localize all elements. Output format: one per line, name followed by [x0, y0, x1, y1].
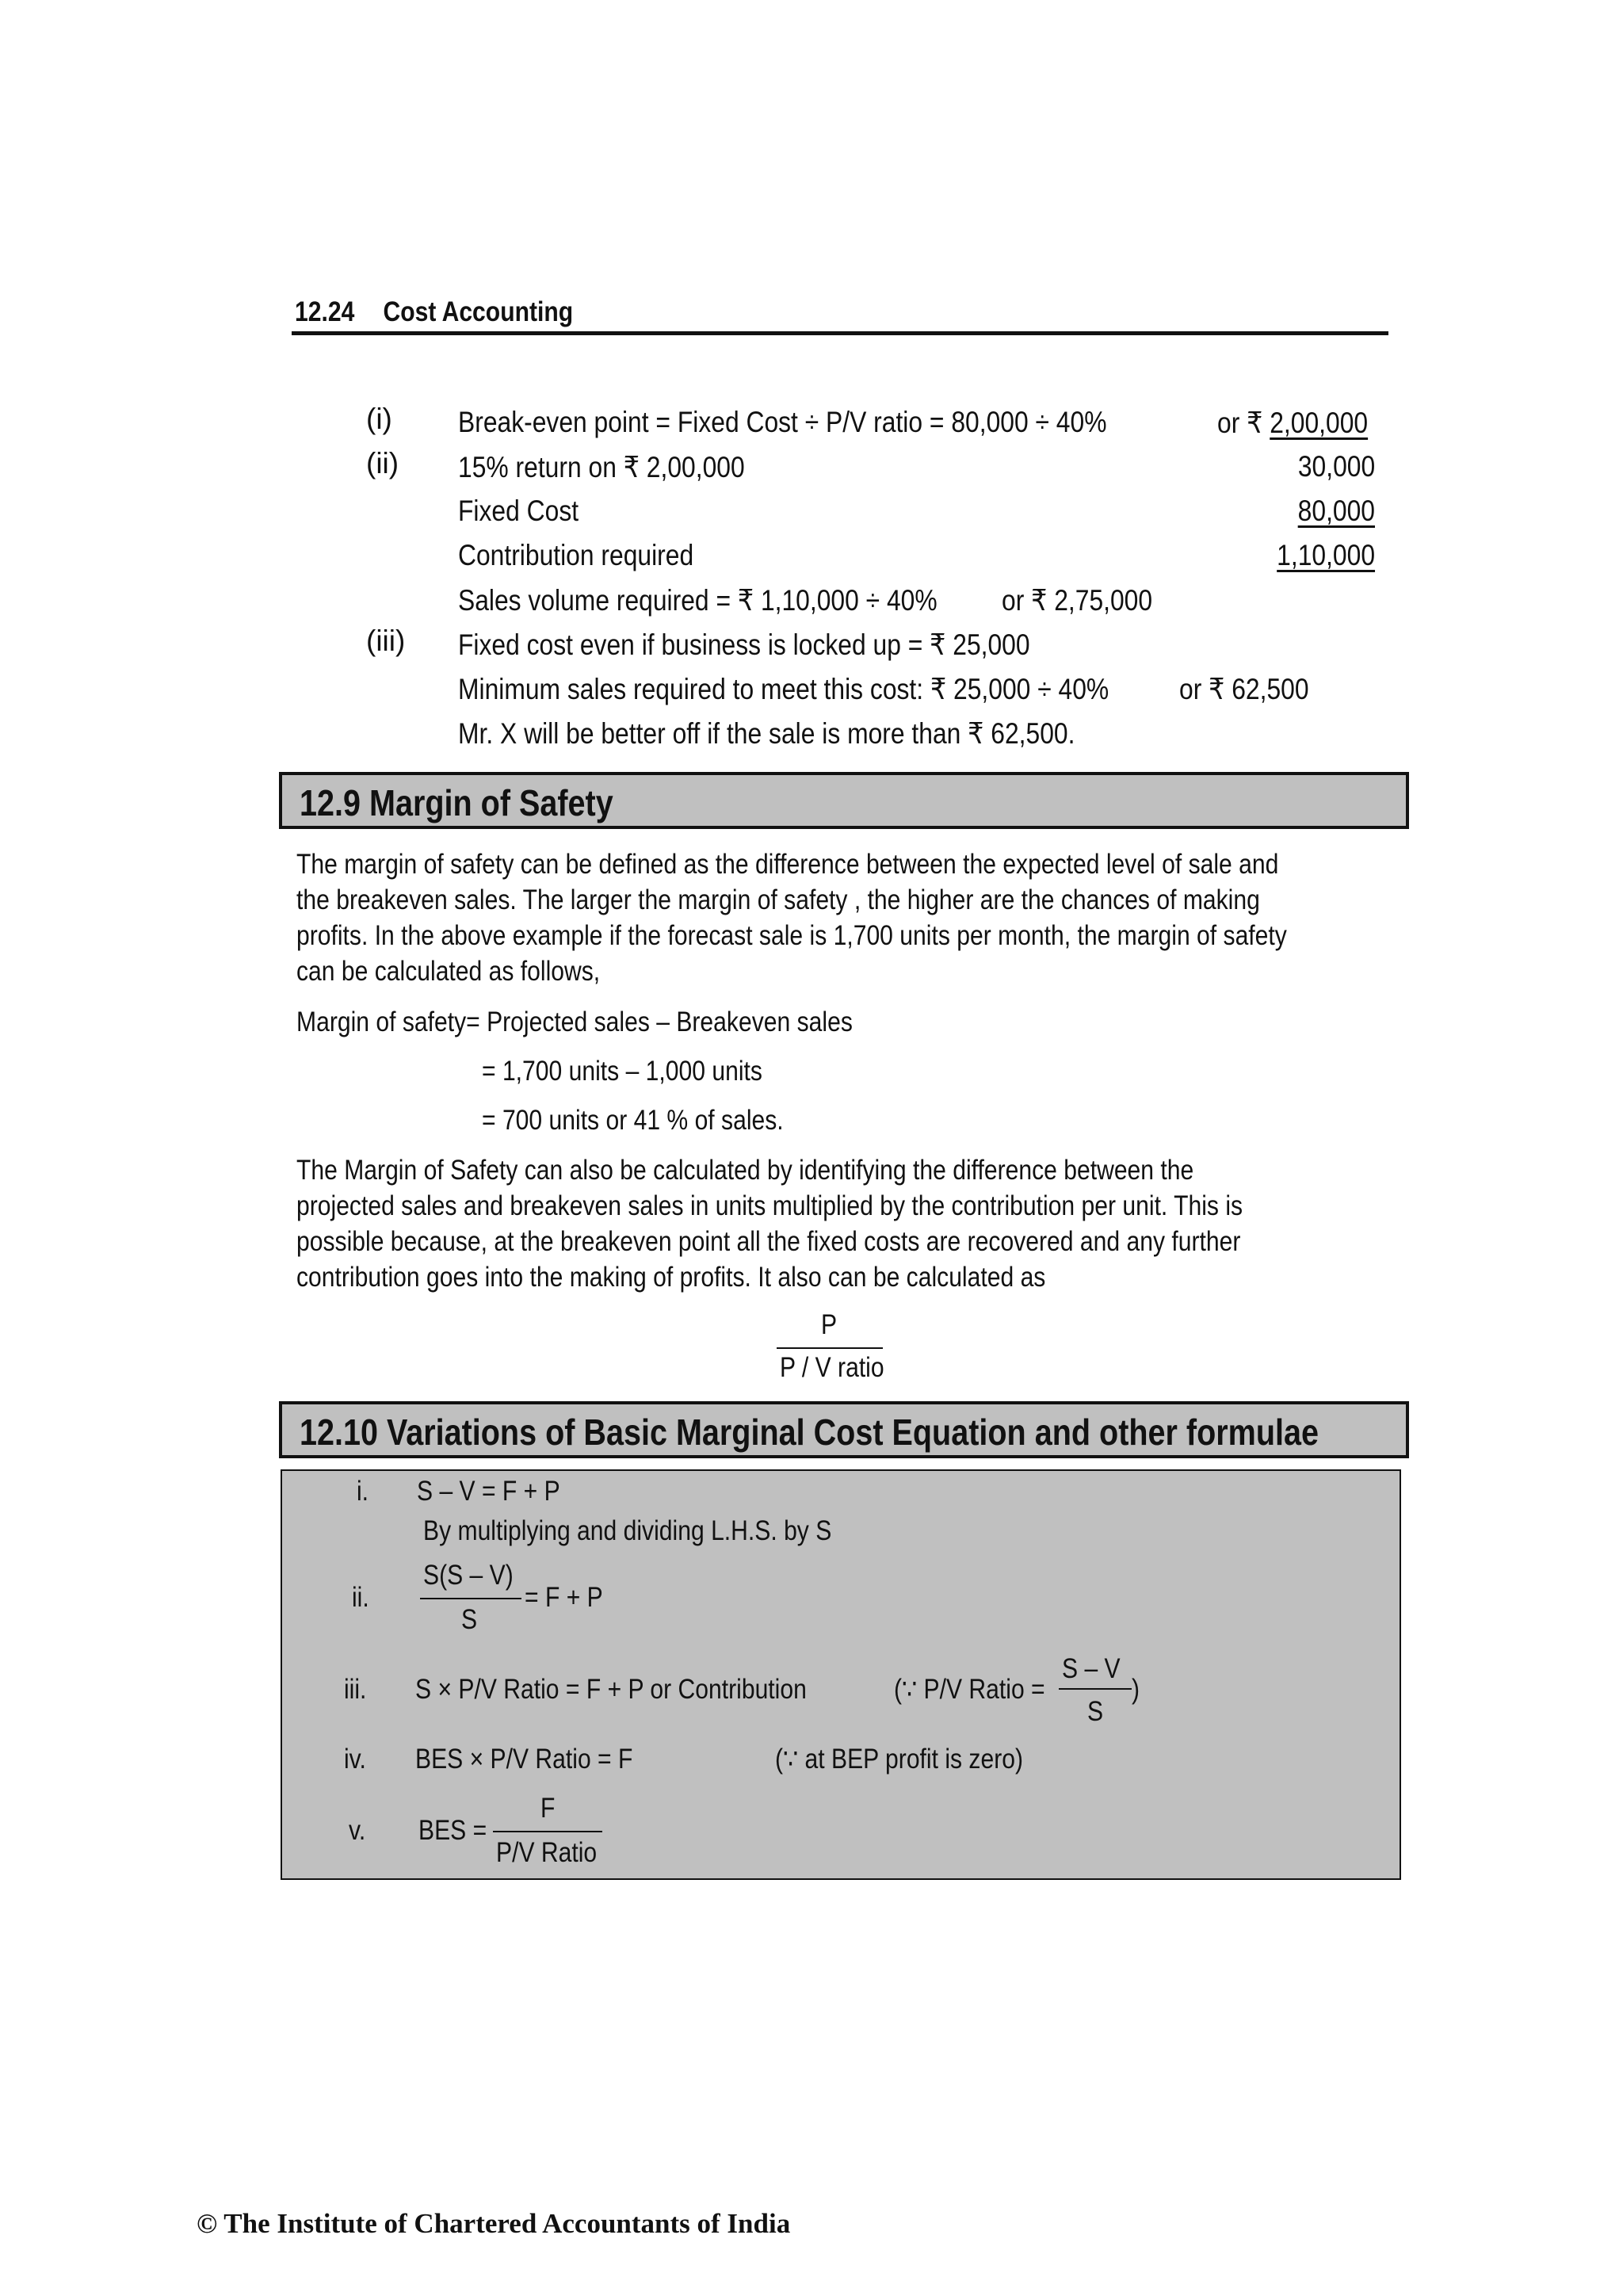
formula-ii-numerator: S(S – V)	[423, 1560, 514, 1591]
margin-of-safety-paragraph-1	[296, 846, 1387, 989]
margin-of-safety-paragraph-2	[296, 1152, 1387, 1295]
formula-i-note: By multiplying and dividing L.H.S. by S	[423, 1515, 832, 1546]
formula-iv-note: (∵ at BEP profit is zero)	[775, 1744, 1024, 1775]
fraction-denominator: P / V ratio	[780, 1352, 884, 1383]
formula-iii-note-denominator: S	[1087, 1696, 1104, 1727]
item-ii-line1: 15% return on ₹ 2,00,000	[458, 451, 745, 483]
paragraph-2-line: possible because, at the breakeven point all the fixed costs are recovered and any further	[296, 1226, 1241, 1257]
item-label-i: (i)	[366, 403, 392, 435]
item-i-result-value: 2,00,000	[1270, 407, 1369, 439]
section-12-9-heading: 12.9 Margin of Safety	[300, 782, 613, 823]
item-label-ii: (ii)	[366, 447, 399, 479]
formula-label-ii: ii.	[352, 1582, 369, 1613]
formula-ii-rhs: = F + P	[525, 1582, 603, 1613]
formula-iii-note-bar	[1059, 1688, 1132, 1690]
formula-v-lhs: BES =	[418, 1815, 487, 1846]
page-number: 12.24	[295, 296, 355, 327]
item-ii-amount2: 80,000	[1297, 495, 1375, 527]
item-i-result-prefix: or ₹	[1217, 407, 1263, 439]
item-ii-amount3: 1,10,000	[1277, 539, 1375, 571]
chapter-title: Cost Accounting	[383, 296, 574, 327]
running-header	[295, 296, 573, 328]
formula-ii-denominator: S	[461, 1604, 478, 1635]
formula-iv: BES × P/V Ratio = F	[415, 1744, 633, 1775]
paragraph-2-line: projected sales and breakeven sales in units multiplied by the contribution per unit. This is	[296, 1190, 1243, 1221]
item-ii-line4-result: or ₹ 2,75,000	[1002, 584, 1153, 617]
header-rule	[292, 331, 1388, 335]
paragraph-2-line: contribution goes into the making of profits. It also can be calculated as	[296, 1262, 1046, 1293]
item-label-iii: (iii)	[366, 625, 406, 657]
formula-iii-note-prefix: (∵ P/V Ratio =	[894, 1674, 1045, 1705]
paragraph-1-line: The margin of safety can be defined as the difference between the expected level of sale and	[296, 849, 1279, 880]
item-ii-line4: Sales volume required = ₹ 1,10,000 ÷ 40%	[458, 584, 938, 617]
item-ii-amount1: 30,000	[1297, 450, 1375, 483]
section-12-10-heading: 12.10 Variations of Basic Marginal Cost Equation and other formulae	[300, 1412, 1319, 1453]
section-12-9-box	[279, 772, 1409, 829]
formula-label-iv: iv.	[344, 1744, 366, 1775]
formula-iii-note-suffix: )	[1132, 1674, 1140, 1705]
margin-calc-line-3: = 700 units or 41 % of sales.	[482, 1105, 784, 1136]
item-iii-line2-result: or ₹ 62,500	[1179, 673, 1309, 705]
item-iii-line1: Fixed cost even if business is locked up = ₹ 25,000	[458, 628, 1030, 661]
paragraph-1-line: can be calculated as follows,	[296, 956, 601, 987]
item-i-result	[1217, 406, 1368, 440]
margin-calc-line-2: = 1,700 units – 1,000 units	[482, 1056, 762, 1087]
section-12-10-box	[279, 1401, 1409, 1458]
formula-ii-bar	[420, 1598, 521, 1599]
formula-label-v: v.	[349, 1815, 366, 1846]
paragraph-1-line: the breakeven sales. The larger the margin of safety , the higher are the chances of making	[296, 884, 1260, 915]
margin-calc-line-1: Margin of safety= Projected sales – Breakeven sales	[296, 1007, 853, 1037]
formula-iii: S × P/V Ratio = F + P or Contribution	[415, 1674, 807, 1705]
fraction-bar	[777, 1347, 883, 1349]
formula-label-i: i.	[357, 1476, 369, 1507]
paragraph-2-line: The Margin of Safety can also be calculated by identifying the difference between the	[296, 1155, 1194, 1186]
paragraph-1-line: profits. In the above example if the forecast sale is 1,700 units per month, the margin of safety	[296, 920, 1287, 951]
formula-v-denominator: P/V Ratio	[496, 1837, 598, 1868]
formula-i: S – V = F + P	[417, 1476, 560, 1507]
fraction-numerator: P	[821, 1309, 838, 1340]
item-iii-line2: Minimum sales required to meet this cost: ₹ 25,000 ÷ 40%	[458, 673, 1109, 705]
formula-v-numerator: F	[540, 1793, 556, 1824]
item-i-text: Break-even point = Fixed Cost ÷ P/V ratio = 80,000 ÷ 40%	[458, 406, 1107, 438]
formula-label-iii: iii.	[344, 1674, 367, 1705]
item-ii-line3: Contribution required	[458, 539, 694, 571]
item-ii-line2: Fixed Cost	[458, 495, 579, 527]
copyright-footer: © The Institute of Chartered Accountants of India	[197, 2208, 791, 2239]
formula-v-bar	[493, 1831, 602, 1832]
item-iii-line3: Mr. X will be better off if the sale is more than ₹ 62,500.	[458, 717, 1075, 750]
formula-iii-note-numerator: S – V	[1062, 1653, 1121, 1684]
